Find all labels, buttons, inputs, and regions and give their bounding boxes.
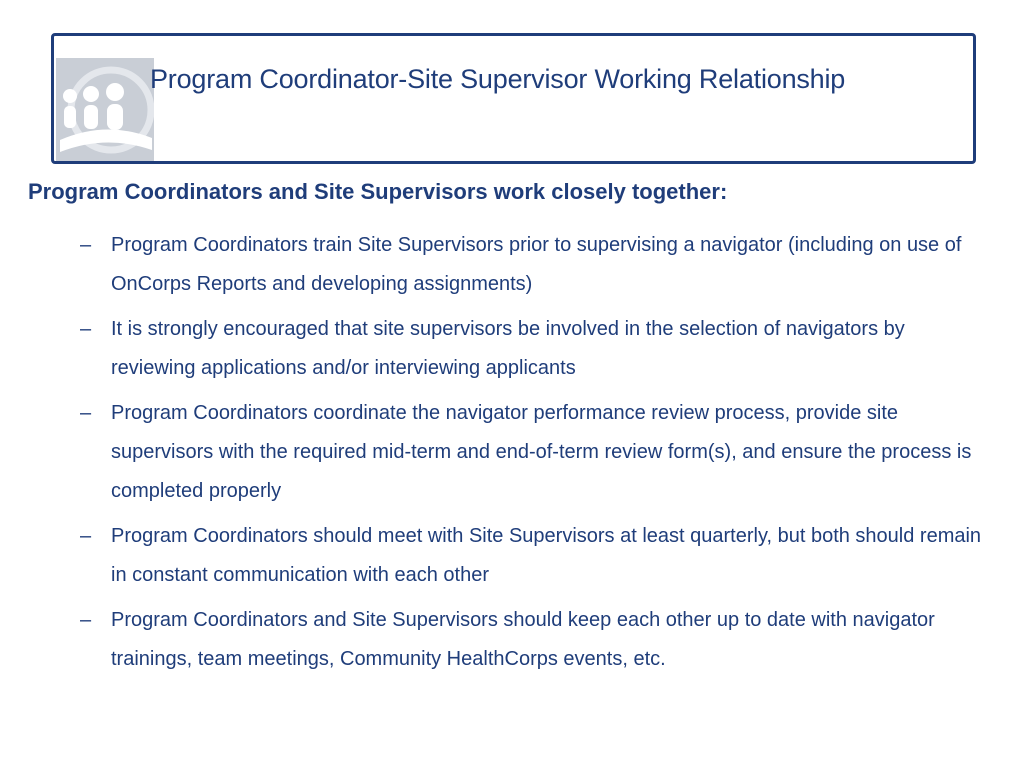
bullet-list: [80, 226, 990, 685]
bullet-item: [80, 517, 990, 595]
community-logo-icon: [56, 58, 154, 161]
bullet-dash: –: [80, 234, 92, 256]
bullet-text: It is strongly encouraged that site supervisors be involved in the selection of navigators by reviewing applications and/or interviewing applicants: [111, 318, 905, 379]
bullet-dash: –: [80, 609, 92, 631]
title-box: [51, 33, 976, 164]
bullet-text: Program Coordinators coordinate the navigator performance review process, provide site supervisors with the required mid-term and end-of-term review form(s), and ensure the process is completed properly: [111, 402, 972, 502]
bullet-dash: –: [80, 318, 92, 340]
bullet-item: [80, 310, 990, 388]
bullet-item: [80, 601, 990, 679]
bullet-text: Program Coordinators and Site Supervisors should keep each other up to date with navigator trainings, team meetings, Community HealthCorps events, etc.: [111, 609, 935, 670]
bullet-text: Program Coordinators train Site Supervisors prior to supervising a navigator (including on use of OnCorps Reports and developing assignments): [111, 234, 962, 295]
section-heading: Program Coordinators and Site Supervisors work closely together:: [28, 179, 728, 204]
bullet-text: Program Coordinators should meet with Site Supervisors at least quarterly, but both should remain in constant communication with each other: [111, 525, 982, 586]
slide-title: Program Coordinator-Site Supervisor Working Relationship: [150, 64, 846, 94]
bullet-dash: –: [80, 525, 92, 547]
bullet-item: [80, 226, 990, 304]
bullet-dash: –: [80, 402, 92, 424]
bullet-item: [80, 394, 990, 511]
